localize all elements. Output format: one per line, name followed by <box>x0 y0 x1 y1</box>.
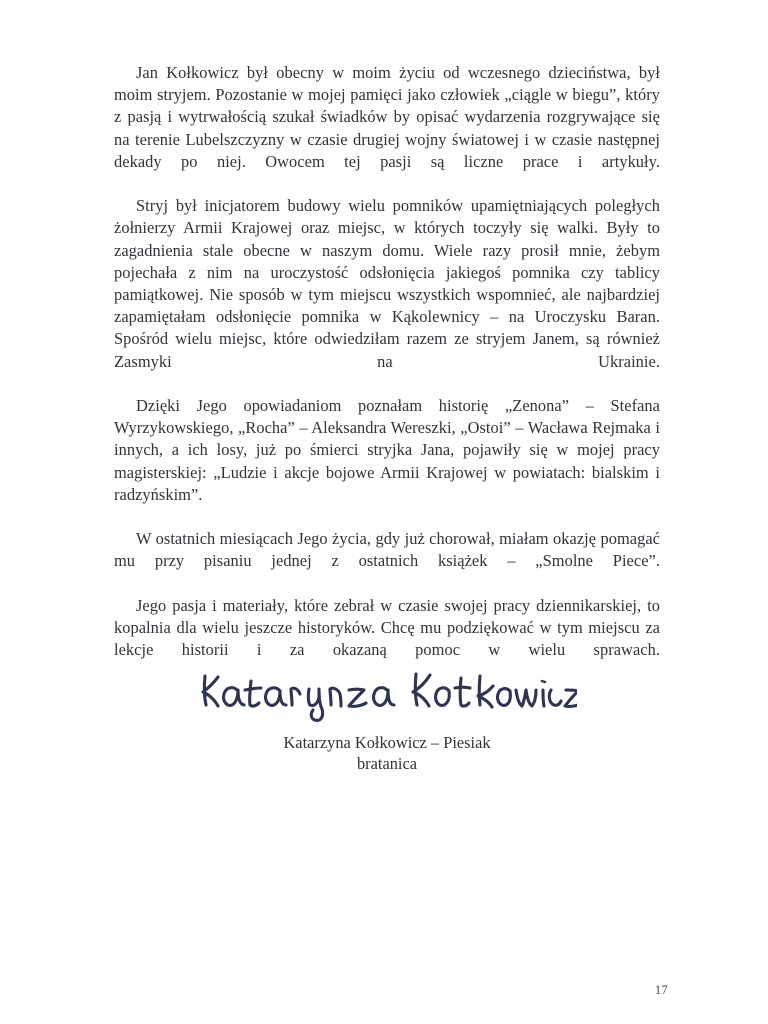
paragraph-2: Stryj był inicjatorem budowy wielu pomników upamiętniających poległych żołnierzy Armii Krajowej oraz miejsc, w których toczyły się walki. Były to zagadnienia stale obecne w naszym domu. Wiele razy prosił mnie, żebym pojechała z nim na uroczystość odsłonięcia jakiegoś pomnika czy tablicy pamiątkowej. Nie sposób w tym miejscu wszystkich wspomnieć, ale najbardziej zapamiętałam odsłonięcie pomnika w Kąkolewnicy – na Uroczysku Baran. Spośród wielu miejsc, które odwiedziłam razem ze stryjem Janem, są również Zasmyki na Ukrainie. <box>114 196 660 371</box>
page-number: 17 <box>654 983 668 997</box>
paragraph-5: Jego pasja i materiały, które zebrał w czasie swojej pracy dziennikarskiej, to kopalnia dla wielu jeszcze historyków. Chcę mu podziękować w tym miejscu za lekcje historii i za okazaną pomoc w wielu sprawach. <box>114 595 660 660</box>
paragraph-4: W ostatnich miesiącach Jego życia, gdy już chorował, miałam okazję pomagać mu przy pisaniu jednej z ostatnich książek – „Smolne Piece”. <box>114 529 660 571</box>
signature-block <box>114 664 660 774</box>
signature-relation: bratanica <box>356 754 418 773</box>
paragraph-3: Dzięki Jego opowiadaniom poznałam historię „Zenona” – Stefana Wyrzykowskiego, „Rocha” – Aleksandra Wereszki, „Ostoi” – Wacława Rejmaka i innych, a ich losy, już po śmierci stryjka Jana, pojawiły się w mojej pracy magisterskiej: „Ludzie i akcje bojowe Armii Krajowej w powiatach: bialskim i radzyńskim”. <box>114 396 660 504</box>
body-text-column <box>114 62 660 684</box>
handwritten-signature-icon <box>197 664 577 726</box>
paragraph-1: Jan Kołkowicz był obecny w moim życiu od wczesnego dzieciństwa, był moim stryjem. Pozostanie w mojej pamięci jako człowiek „ciągle w biegu”, który z pasją i wytrwałością szukał świadków by opisać wydarzenia rozgrywające się na terenie Lubelszczyzny w czasie drugiej wojny światowej i w czasie następnej dekady po niej. Owocem tej pasji są liczne prace i artykuły. <box>114 63 660 171</box>
signature-printed-name: Katarzyna Kołkowicz – Piesiak <box>283 733 491 752</box>
